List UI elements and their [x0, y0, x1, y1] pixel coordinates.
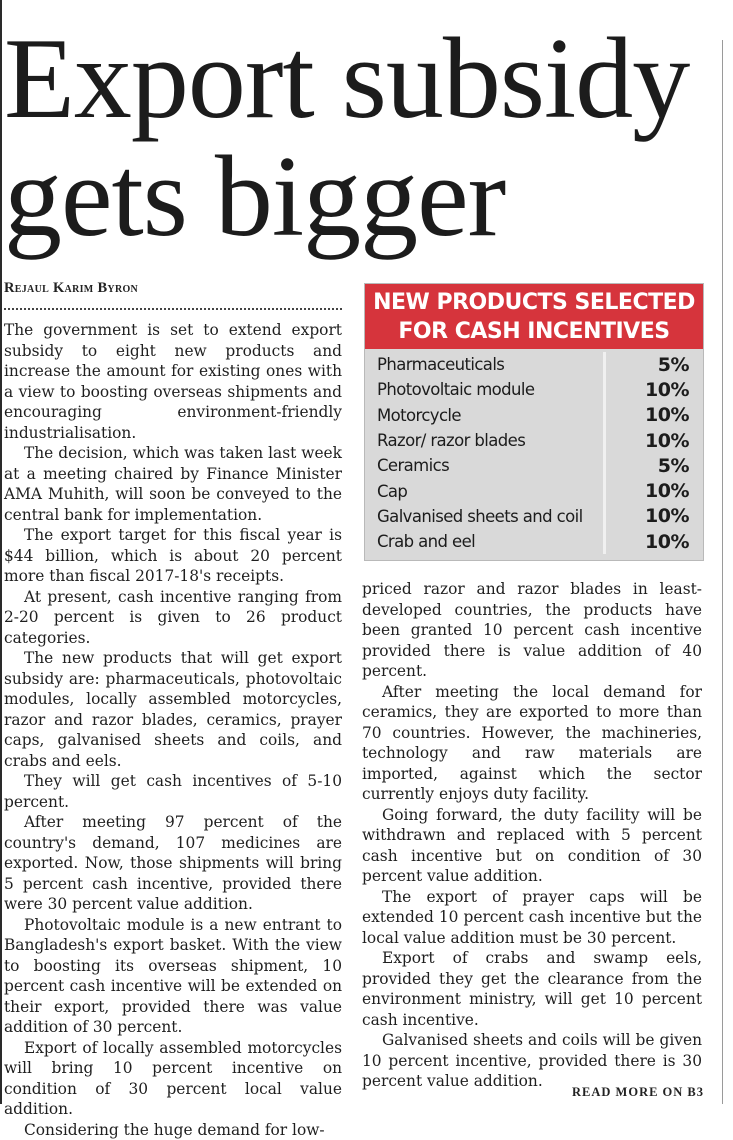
product-name: Motorcycle	[373, 403, 606, 428]
paragraph: The export target for this fiscal year is $44 billion, which is about 20 percent more than fiscal 2017-18's receipts.	[4, 525, 342, 587]
paragraph: The government is set to extend export subsidy to eight new products and increase the amount for existing ones with a view to boosting overseas shipments and encouraging environment-friendly industrialisation.	[4, 320, 342, 443]
paragraph: Going forward, the duty facility will be withdrawn and replaced with 5 percent cash incentive but on condition of 30 percent value addition.	[362, 805, 702, 887]
byline: Rejaul Karim Byron	[4, 280, 138, 297]
product-name: Pharmaceuticals	[373, 352, 606, 377]
table-row	[373, 403, 695, 428]
incentive-value: 10%	[606, 505, 695, 527]
paragraph: Considering the huge demand for low-	[4, 1120, 342, 1140]
headline-line-1: Export subsidy	[4, 15, 689, 143]
table-row	[373, 377, 695, 402]
table-title-line-2: FOR CASH INCENTIVES	[398, 319, 669, 344]
incentive-value: 10%	[606, 379, 695, 401]
paragraph: Export of locally assembled motorcycles will bring 10 percent incentive on condition of 30 percent local value addition.	[4, 1038, 342, 1120]
article-column-right	[362, 579, 702, 1092]
incentive-value: 10%	[606, 531, 695, 553]
incentive-value: 10%	[606, 404, 695, 426]
left-column-rule	[0, 0, 2, 1104]
right-column-rule	[722, 40, 723, 1104]
incentive-value: 5%	[606, 455, 695, 477]
table-header	[365, 284, 703, 349]
paragraph: Galvanised sheets and coils will be given 10 percent incentive, provided there is 30 percent value addition.	[362, 1030, 702, 1092]
incentive-table	[364, 283, 704, 561]
paragraph: Photovoltaic module is a new entrant to Bangladesh's export basket. With the view to boosting its overseas shipment, 10 percent cash incentive will be extended on their export, provided there was value addition of 30 percent.	[4, 915, 342, 1038]
table-row	[373, 504, 695, 529]
headline-line-2: gets bigger	[4, 133, 505, 261]
headline	[4, 20, 719, 256]
table-row	[373, 428, 695, 453]
product-name: Razor/ razor blades	[373, 428, 606, 453]
table-row	[373, 529, 695, 554]
product-name: Galvanised sheets and coil	[373, 504, 606, 529]
table-row	[373, 453, 695, 478]
product-name: Cap	[373, 478, 606, 503]
paragraph: After meeting 97 percent of the country's demand, 107 medicines are exported. Now, those shipments will bring 5 percent cash incentive, provided there were 30 percent value addition.	[4, 812, 342, 915]
paragraph: The decision, which was taken last week at a meeting chaired by Finance Minister AMA Muhith, will soon be conveyed to the central bank for implementation.	[4, 443, 342, 525]
paragraph: priced razor and razor blades in least-developed countries, the products have been granted 10 percent cash incentive provided there is value addition of 40 percent.	[362, 579, 702, 682]
product-name: Ceramics	[373, 453, 606, 478]
table-row	[373, 478, 695, 503]
table-title-line-1: NEW PRODUCTS SELECTED	[373, 290, 695, 315]
paragraph: The export of prayer caps will be extended 10 percent cash incentive but the local value addition must be 30 percent.	[362, 887, 702, 949]
article-column-left	[4, 320, 342, 1140]
paragraph: After meeting the local demand for ceramics, they are exported to more than 70 countries. However, the machineries, technology and raw materials are imported, against which the sector currently enjoys duty facility.	[362, 682, 702, 805]
paragraph: At present, cash incentive ranging from 2-20 percent is given to 26 product categories.	[4, 587, 342, 649]
incentive-value: 5%	[606, 354, 695, 376]
paragraph: The new products that will get export subsidy are: pharmaceuticals, photovoltaic modules, locally assembled motorcycles, razor and razor blades, ceramics, prayer caps, galvanised sheets and coils, and crabs and eels.	[4, 648, 342, 771]
table-body	[373, 352, 695, 554]
paragraph: Export of crabs and swamp eels, provided they get the clearance from the environment ministry, will get 10 percent cash incentive.	[362, 948, 702, 1030]
product-name: Photovoltaic module	[373, 377, 606, 402]
paragraph: They will get cash incentives of 5-10 percent.	[4, 771, 342, 812]
incentive-value: 10%	[606, 430, 695, 452]
read-more-link[interactable]: READ MORE ON B3	[572, 1085, 704, 1100]
table-row	[373, 352, 695, 377]
incentive-value: 10%	[606, 480, 695, 502]
dotted-divider	[4, 308, 342, 310]
product-name: Crab and eel	[373, 529, 606, 554]
